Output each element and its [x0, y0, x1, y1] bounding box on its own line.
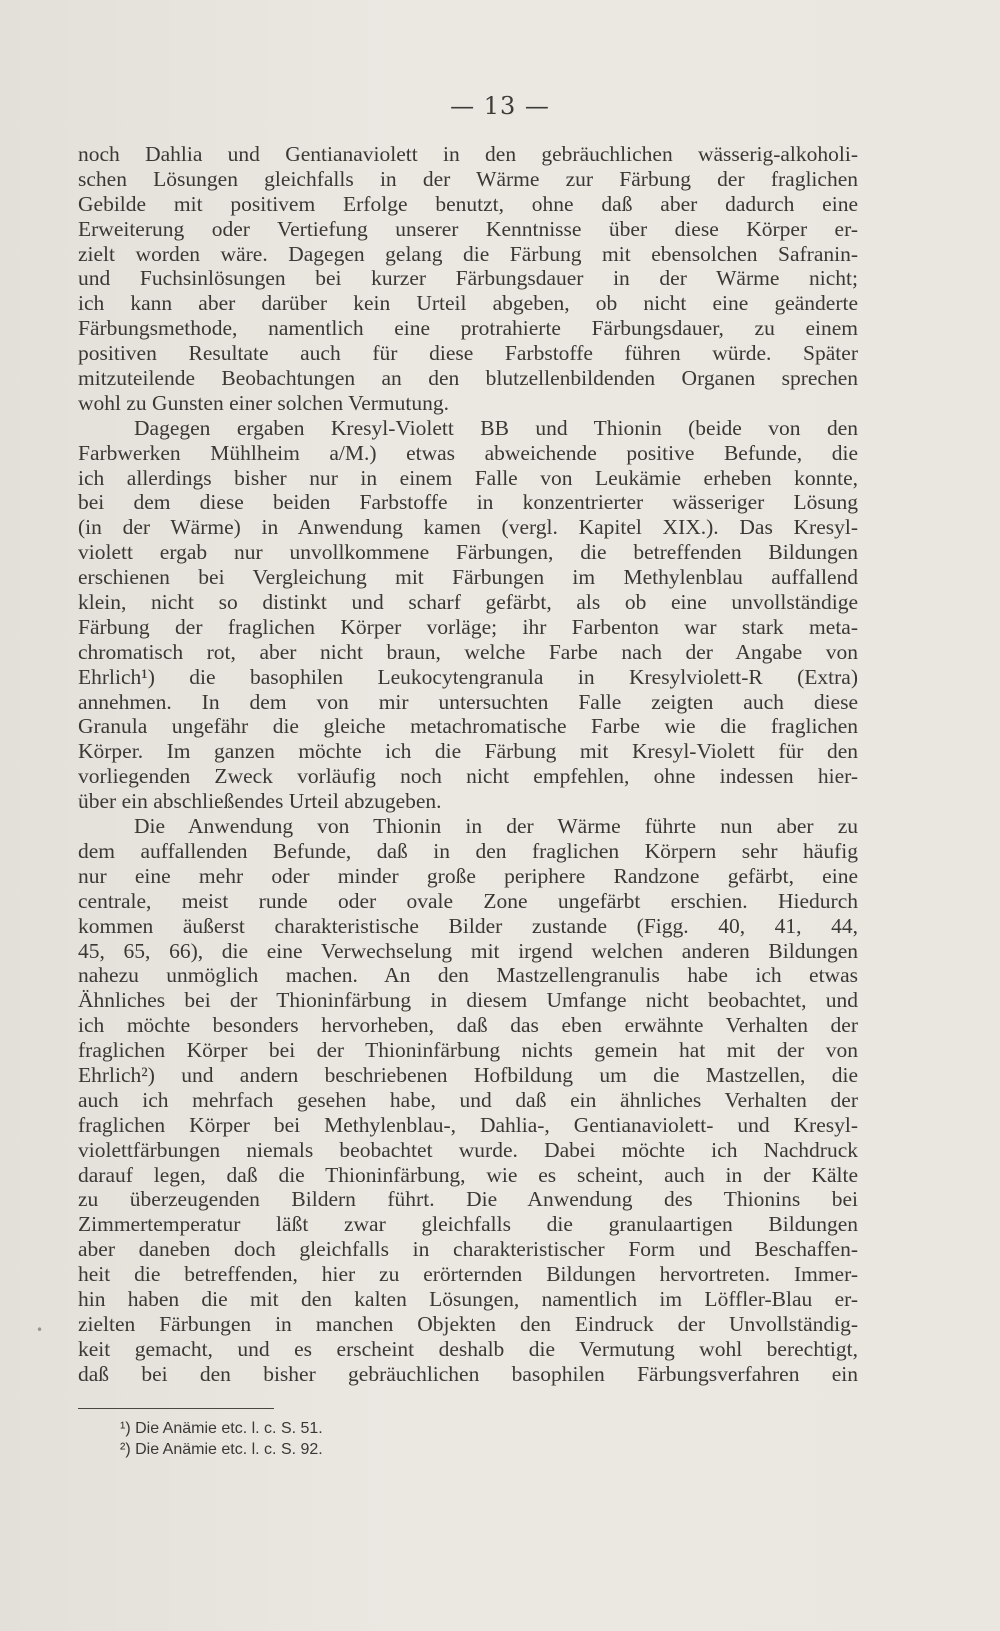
text-line: und Fuchsinlösungen bei kurzer Färbungsdauer in der Wärme nicht; [78, 266, 858, 291]
text-line: schen Lösungen gleichfalls in der Wärme zur Färbung der fraglichen [78, 166, 858, 191]
text-line: annehmen. In dem von mir untersuchten Falle zeigten auch diese [78, 689, 858, 714]
text-line: auch ich mehrfach gesehen habe, und daß ein ähnliches Verhalten der [78, 1087, 858, 1112]
text-line: zielt worden wäre. Dagegen gelang die Färbung mit ebensolchen Safranin- [78, 241, 858, 266]
footnote: ¹) Die Anämie etc. l. c. S. 51. [120, 1420, 323, 1437]
text-line: positiven Resultate auch für diese Farbstoffe führen würde. Später [78, 341, 858, 366]
text-line: Dagegen ergaben Kresyl-Violett BB und Thionin (beide von den [134, 415, 858, 440]
text-line: zu überzeugenden Bildern führt. Die Anwendung des Thionins bei [78, 1187, 858, 1212]
text-line: über ein abschließendes Urteil abzugeben. [78, 789, 442, 814]
text-line: Ehrlich²) und andern beschriebenen Hofbildung um die Mastzellen, die [78, 1062, 858, 1087]
text-line: violettfärbungen niemals beobachtet wurde. Dabei möchte ich Nachdruck [78, 1137, 858, 1162]
text-line: zielten Färbungen in manchen Objekten den Eindruck der Unvollständig- [78, 1311, 858, 1336]
text-line: klein, nicht so distinkt und scharf gefärbt, als ob eine unvollständige [78, 590, 858, 615]
text-line: hin haben die mit den kalten Lösungen, namentlich im Löffler-Blau er- [78, 1286, 858, 1311]
text-line: darauf legen, daß die Thioninfärbung, wie es scheint, auch in der Kälte [78, 1162, 858, 1187]
text-line: Die Anwendung von Thionin in der Wärme führte nun aber zu [134, 814, 858, 839]
text-line: (in der Wärme) in Anwendung kamen (vergl. Kapitel XIX.). Das Kresyl- [78, 515, 858, 540]
text-line: ich kann aber darüber kein Urteil abgeben, ob nicht eine geänderte [78, 291, 858, 316]
footnotes [120, 1418, 323, 1460]
text-line: fraglichen Körper bei der Thioninfärbung nichts gemein hat mit der von [78, 1038, 858, 1063]
text-line: kommen äußerst charakteristische Bilder zustande (Figg. 40, 41, 44, [78, 913, 858, 938]
text-line: heit die betreffenden, hier zu erörternden Bildungen hervortreten. Immer- [78, 1262, 858, 1287]
text-line: nahezu unmöglich machen. An den Mastzellengranulis habe ich etwas [78, 963, 858, 988]
text-line: Ähnliches bei der Thioninfärbung in diesem Umfange nicht beobachtet, und [78, 988, 858, 1013]
text-line: Farbwerken Mühlheim a/M.) etwas abweichende positive Befunde, die [78, 440, 858, 465]
footnote: ²) Die Anämie etc. l. c. S. 92. [120, 1441, 323, 1458]
text-line: Gebilde mit positivem Erfolge benutzt, ohne daß aber dadurch eine [78, 191, 858, 216]
text-line: wohl zu Gunsten einer solchen Vermutung. [78, 390, 450, 415]
text-line: nur eine mehr oder minder große periphere Randzone gefärbt, eine [78, 863, 858, 888]
text-line: chromatisch rot, aber nicht braun, welche Farbe nach der Angabe von [78, 639, 858, 664]
text-line: 45, 65, 66), die eine Verwechselung mit irgend welchen anderen Bildungen [78, 938, 858, 963]
text-line: violett ergab nur unvollkommene Färbungen, die betreffenden Bildungen [78, 540, 858, 565]
text-line: Färbungsmethode, namentlich eine protrahierte Färbungsdauer, zu einem [78, 316, 858, 341]
text-line: centrale, meist runde oder ovale Zone ungefärbt erschien. Hiedurch [78, 888, 858, 913]
text-line: ich möchte besonders hervorheben, daß das eben erwähnte Verhalten der [78, 1013, 858, 1038]
footnote-divider [78, 1408, 274, 1409]
text-line: mitzuteilende Beobachtungen an den blutzellenbildenden Organen sprechen [78, 366, 858, 391]
text-line: daß bei den bisher gebräuchlichen basophilen Färbungsverfahren ein [78, 1361, 858, 1386]
body-text [78, 142, 858, 1387]
text-line: Zimmertemperatur läßt zwar gleichfalls die granulaartigen Bildungen [78, 1212, 858, 1237]
margin-mark: • [36, 1323, 44, 1337]
text-line: Körper. Im ganzen möchte ich die Färbung mit Kresyl-Violett für den [78, 739, 858, 764]
text-line: fraglichen Körper bei Methylenblau-, Dahlia-, Gentianaviolett- und Kresyl- [78, 1112, 858, 1137]
text-line: aber daneben doch gleichfalls in charakteristischer Form und Beschaffen- [78, 1237, 858, 1262]
text-line: noch Dahlia und Gentianaviolett in den gebräuchlichen wässerig-alkoholi- [78, 142, 858, 166]
text-line: ich allerdings bisher nur in einem Falle von Leukämie erheben konnte, [78, 465, 858, 490]
text-line: Ehrlich¹) die basophilen Leukocytengranula in Kresylviolett-R (Extra) [78, 664, 858, 689]
text-line: dem auffallenden Befunde, daß in den fraglichen Körpern sehr häufig [78, 838, 858, 863]
text-line: Granula ungefähr die gleiche metachromatische Farbe wie die fraglichen [78, 714, 858, 739]
text-line: Färbung der fraglichen Körper vorläge; ihr Farbenton war stark meta- [78, 614, 858, 639]
text-line: keit gemacht, und es erscheint deshalb die Vermutung wohl berechtigt, [78, 1336, 858, 1361]
text-line: vorliegenden Zweck vorläufig noch nicht empfehlen, ohne indessen hier- [78, 764, 858, 789]
text-line: bei dem diese beiden Farbstoffe in konzentrierter wässeriger Lösung [78, 490, 858, 515]
text-line: Erweiterung oder Vertiefung unserer Kenntnisse über diese Körper er- [78, 216, 858, 241]
text-line: erschienen bei Vergleichung mit Färbungen im Methylenblau auffallend [78, 565, 858, 590]
page-number: — 13 — [450, 92, 550, 120]
